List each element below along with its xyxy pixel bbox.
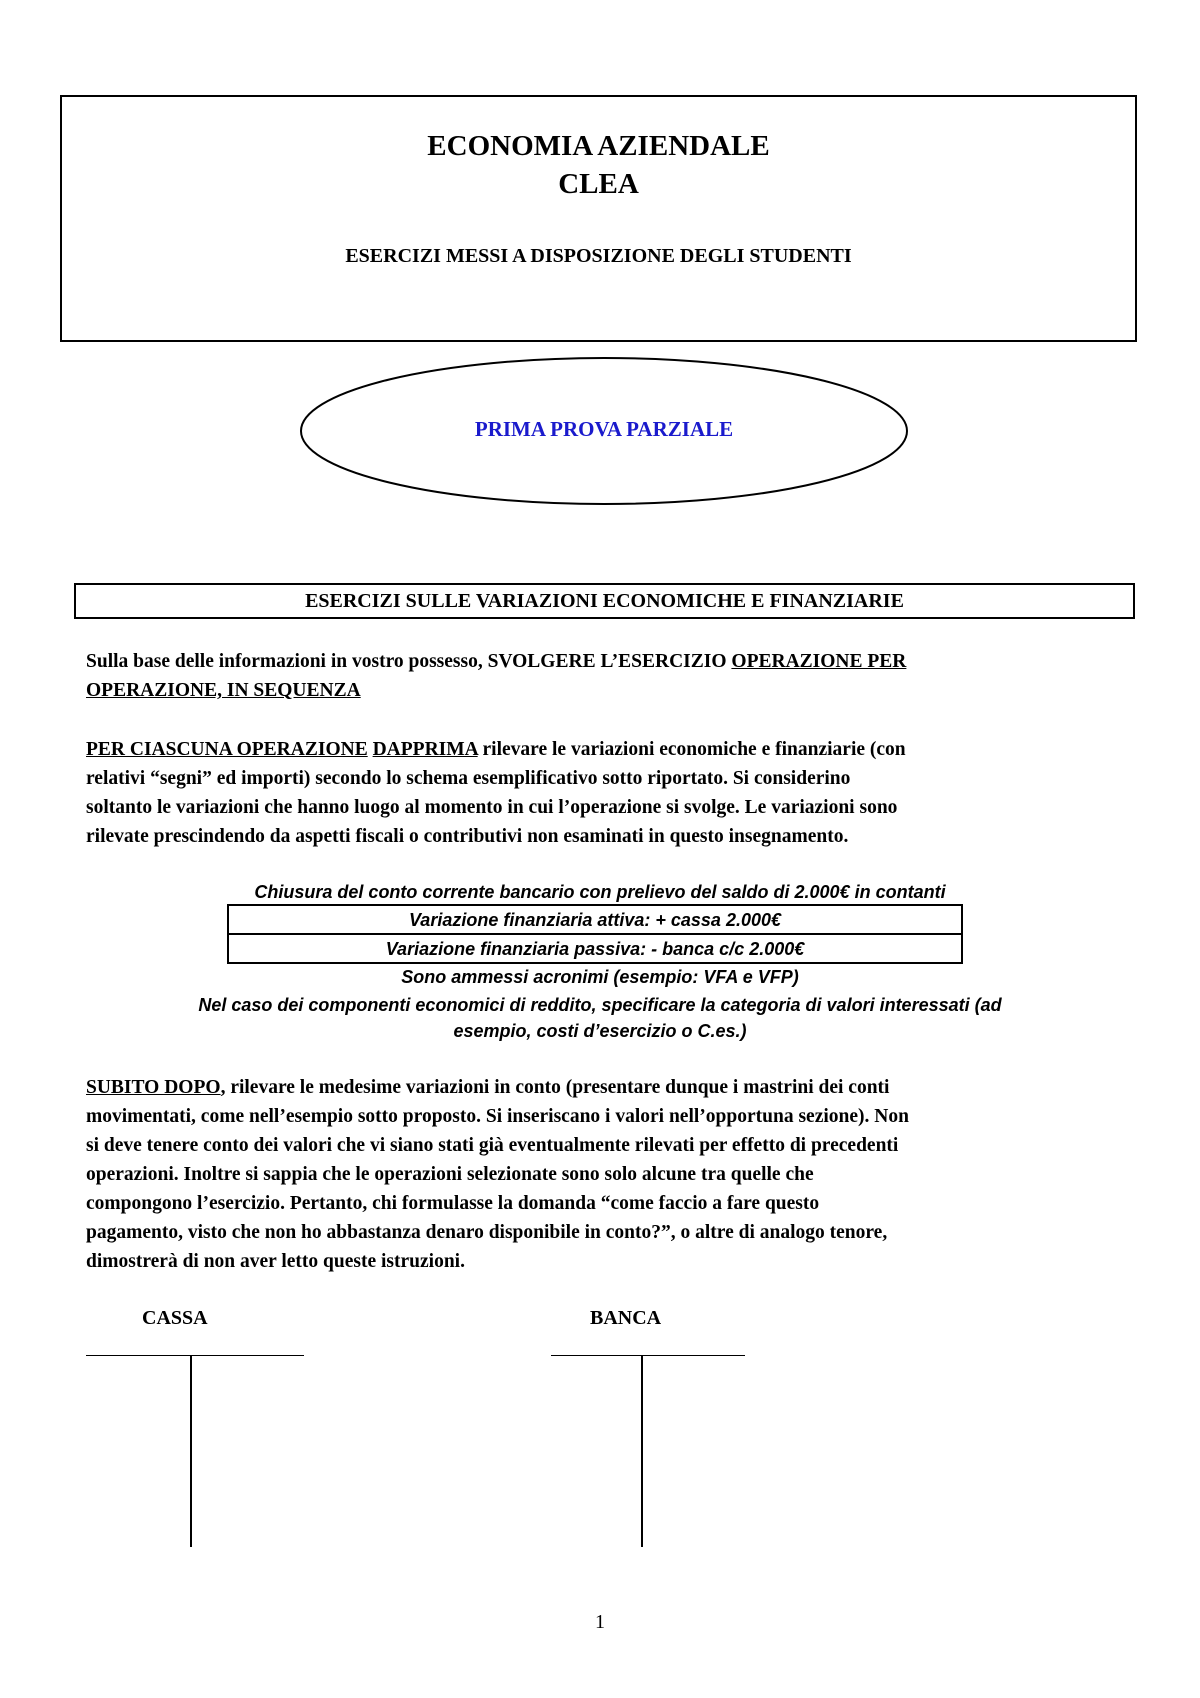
- example-note-line-1: Nel caso dei componenti economici di reddito, specificare la categoria di valori interessati (ad: [198, 995, 1002, 1015]
- example-note-acronyms: Sono ammessi acronimi (esempio: VFA e VFP): [401, 967, 799, 987]
- example-note-line-2: esempio, costi d’esercizio o C.es.): [453, 1021, 747, 1041]
- t-account-top-rule: [86, 1355, 304, 1356]
- account-name: BANCA: [590, 1307, 662, 1329]
- intro-lead: Sulla base delle informazioni in vostro possesso, SVOLGERE L’ESERCIZIO: [86, 651, 732, 672]
- instructions-line-3: soltanto le variazioni che hanno luogo al momento in cui l’operazione si svolge. Le variazioni sono: [86, 797, 898, 818]
- t-account-divider: [641, 1355, 643, 1547]
- page-number: 1: [595, 1611, 605, 1633]
- intro-emphasis-1: OPERAZIONE PER: [731, 651, 907, 672]
- instructions-line-1: rilevare le variazioni economiche e finanziarie (con: [477, 739, 906, 760]
- example-cell: Variazione finanziaria passiva: - banca c/c 2.000€: [228, 934, 962, 963]
- example-row: [228, 934, 962, 963]
- instructions-paragraph: [86, 735, 1126, 851]
- example-row: [228, 905, 962, 934]
- followup-line-4: operazioni. Inoltre si sappia che le operazioni selezionate sono solo alcune tra quelle che: [86, 1164, 814, 1185]
- example-table: [227, 904, 963, 964]
- followup-paragraph: [86, 1073, 1126, 1276]
- example-heading: Chiusura del conto corrente bancario con prelievo del saldo di 2.000€ in contanti: [254, 882, 946, 902]
- intro-paragraph: [86, 647, 1126, 705]
- followup-line-2: movimentati, come nell’esempio sotto proposto. Si inseriscano i valori nell’opportuna sezione). Non: [86, 1106, 909, 1127]
- document-subtitle: CLEA: [558, 168, 639, 200]
- exam-badge: [298, 355, 910, 507]
- example-cell: Variazione finanziaria attiva: + cassa 2.000€: [228, 905, 962, 934]
- followup-line-6: pagamento, visto che non ho abbastanza denaro disponibile in conto?”, o altre di analogo tenore,: [86, 1222, 888, 1243]
- header-box: [60, 95, 1137, 342]
- document-caption: ESERCIZI MESSI A DISPOSIZIONE DEGLI STUDENTI: [345, 245, 852, 267]
- example-note-categories: [90, 992, 1110, 1044]
- section-title: ESERCIZI SULLE VARIAZIONI ECONOMICHE E FINANZIARIE: [74, 583, 1135, 619]
- instructions-line-4: rilevate prescindendo da aspetti fiscali o contributivi non esaminati in questo insegnamento.: [86, 826, 849, 847]
- instructions-underline-2: DAPPRIMA: [372, 739, 478, 760]
- followup-line-5: compongono l’esercizio. Pertanto, chi formulasse la domanda “come faccio a fare questo: [86, 1193, 820, 1214]
- followup-line-7: dimostrerà di non aver letto queste istruzioni.: [86, 1251, 465, 1272]
- followup-underline: SUBITO DOPO: [86, 1077, 221, 1098]
- instructions-line-2: relativi “segni” ed importi) secondo lo schema esemplificativo sotto riportato. Si considerino: [86, 768, 851, 789]
- exam-badge-label: PRIMA PROVA PARZIALE: [474, 417, 734, 441]
- document-title: ECONOMIA AZIENDALE: [427, 130, 770, 162]
- instructions-underline-1: PER CIASCUNA OPERAZIONE: [86, 739, 368, 760]
- t-account-divider: [190, 1355, 192, 1547]
- followup-line-3: si deve tenere conto dei valori che vi siano stati già eventualmente rilevati per effetto di precedenti: [86, 1135, 899, 1156]
- intro-emphasis-2: OPERAZIONE, IN SEQUENZA: [86, 680, 361, 701]
- account-name: CASSA: [142, 1307, 208, 1329]
- t-account-top-rule: [551, 1355, 745, 1356]
- followup-line-1: , rilevare le medesime variazioni in conto (presentare dunque i mastrini dei conti: [220, 1077, 890, 1098]
